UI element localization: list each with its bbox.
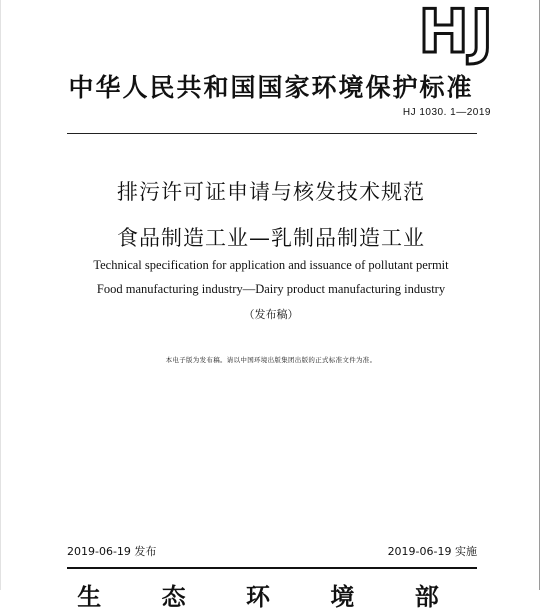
bottom-divider: [67, 567, 477, 569]
publish-date: 2019-06-19 发布: [67, 545, 157, 558]
organization-title: 中华人民共和国国家环境保护标准: [68, 73, 474, 102]
standard-number: HJ 1030. 1—2019: [402, 107, 491, 118]
implement-date: 2019-06-19 实施: [387, 545, 477, 558]
issuing-authority: 生 态 环 境 部: [77, 583, 465, 611]
top-divider: [67, 133, 477, 134]
hj-logo: HJ: [418, 0, 495, 67]
title-en-line2: Food manufacturing industry—Dairy product manufacturing industry: [96, 282, 446, 296]
title-cn-line1: 排污许可证申请与核发技术规范: [117, 180, 425, 204]
electronic-version-notice: 本电子版为发布稿。请以中国环境出版集团出版的正式标准文件为准。: [165, 356, 377, 364]
title-cn-line2: 食品制造工业—乳制品制造工业: [117, 226, 425, 250]
title-en-line1: Technical specification for application and issuance of pollutant permit: [93, 258, 449, 272]
draft-label: （发布稿）: [243, 308, 299, 321]
